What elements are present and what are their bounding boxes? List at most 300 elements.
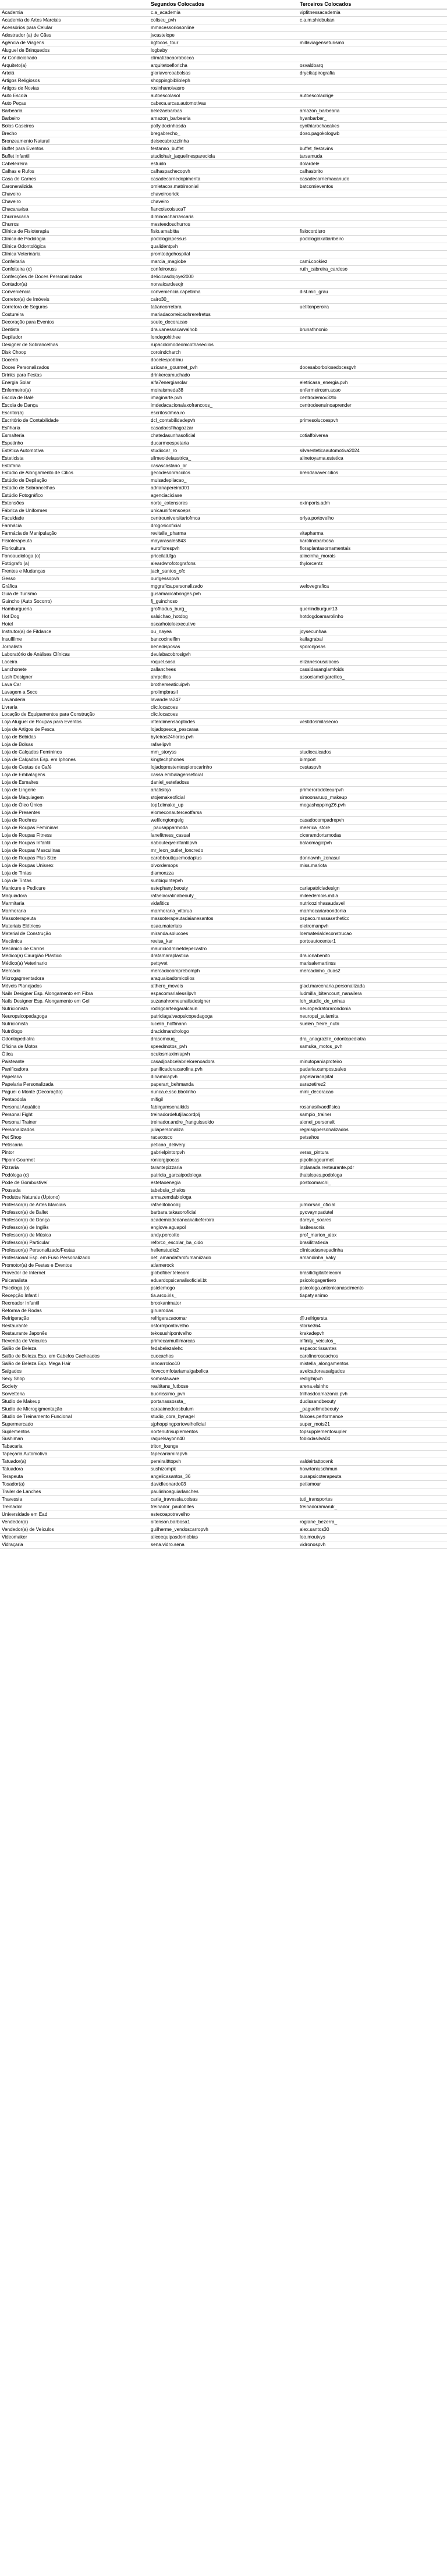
cell-third-place: eletromanpvh: [298, 922, 447, 930]
table-row: [0, 1488, 447, 1495]
cell-category: Vendedor(a): [0, 1518, 149, 1526]
cell-second-place: logbaby: [149, 47, 298, 54]
cell-category: Lava Car: [0, 681, 149, 688]
cell-third-place: [298, 1096, 447, 1103]
cell-category: Caroneralizida: [0, 183, 149, 190]
cell-third-place: [298, 356, 447, 364]
cell-second-place: escritosdmea.ro: [149, 409, 298, 417]
cell-third-place: thaislopes.podologa: [298, 1171, 447, 1179]
cell-third-place: lasitesaonis: [298, 1224, 447, 1231]
table-row: [0, 719, 447, 726]
cell-third-place: [298, 477, 447, 485]
cell-third-place: [298, 869, 447, 877]
cell-category: Refrigeração: [0, 1314, 149, 1322]
table-row: [0, 1299, 447, 1307]
table-row: [0, 1458, 447, 1466]
table-row: [0, 1533, 447, 1541]
cell-category: Laboratório de Análises Clínicas: [0, 651, 149, 658]
cell-third-place: [298, 311, 447, 318]
table-row: [0, 183, 447, 190]
cell-third-place: [298, 651, 447, 658]
table-row: [0, 1518, 447, 1526]
cell-category: Escritor(a): [0, 409, 149, 417]
cell-second-place: ou_nayea: [149, 628, 298, 635]
cell-category: Treinador: [0, 1503, 149, 1511]
cell-second-place: cairo30_: [149, 296, 298, 303]
table-row: [0, 1428, 447, 1436]
cell-category: Tapeçaria Automotiva: [0, 1451, 149, 1458]
cell-second-place: clic.locacoes: [149, 711, 298, 719]
table-row: [0, 326, 447, 333]
cell-third-place: [298, 1299, 447, 1307]
cell-category: Professional Esp. em Fuso Personalizado: [0, 1254, 149, 1262]
cell-second-place: lavandeira247: [149, 696, 298, 703]
cell-third-place: silvaesteticaautomotiva2024: [298, 447, 447, 454]
table-row: [0, 763, 447, 771]
cell-category: Disk Choop: [0, 349, 149, 356]
cell-category: Professor(a) Particular: [0, 1239, 149, 1246]
table-header-row: [0, 0, 447, 9]
cell-category: Personalizados: [0, 1126, 149, 1134]
cell-third-place: [298, 575, 447, 582]
cell-third-place: cotiaffoiverea: [298, 432, 447, 439]
cell-category: Travessia: [0, 1495, 149, 1503]
cell-category: Escritório de Contabilidade: [0, 417, 149, 424]
cell-second-place: academiadedancakaikeferoira: [149, 1217, 298, 1224]
cell-third-place: ousapsicoterapeuta: [298, 1473, 447, 1480]
cell-second-place: olvordersops: [149, 862, 298, 869]
table-row: [0, 1322, 447, 1330]
cell-third-place: postoomarchi_: [298, 1179, 447, 1186]
cell-third-place: brasilitratieda: [298, 1239, 447, 1246]
cell-second-place: euroflorespvh: [149, 545, 298, 552]
cell-third-place: [298, 1443, 447, 1451]
table-row: [0, 145, 447, 152]
cell-second-place: agenciaciciase: [149, 492, 298, 500]
table-row: [0, 953, 447, 960]
cell-category: Arquiteto(a): [0, 62, 149, 69]
cell-second-place: casadaesfihagozzar: [149, 424, 298, 432]
table-row: [0, 190, 447, 198]
cell-second-place: estuido: [149, 160, 298, 168]
cell-second-place: jacir_santos_ofc: [149, 567, 298, 575]
cell-third-place: [298, 688, 447, 696]
cell-third-place: cynthiarochacakes: [298, 122, 447, 130]
cell-category: Loja de Roupas Infantil: [0, 839, 149, 847]
cell-category: Neuropsicopedagoga: [0, 1012, 149, 1020]
cell-category: Buffet para Eventos: [0, 145, 149, 152]
cell-third-place: miss.mariota: [298, 862, 447, 869]
cell-category: Estúdio de Sobrancelhas: [0, 485, 149, 492]
table-row: [0, 1231, 447, 1239]
table-row: [0, 213, 447, 221]
cell-category: Revenda de Veículos: [0, 1337, 149, 1345]
cell-third-place: vidronospvh: [298, 1541, 447, 1548]
cell-second-place: prolimpbrasil: [149, 688, 298, 696]
cell-second-place: casadjoabcelabrielorenoadora: [149, 1058, 298, 1065]
cell-second-place: massoterapeutadaianesantos: [149, 915, 298, 922]
cell-third-place: [298, 620, 447, 628]
table-row: [0, 69, 447, 77]
cell-third-place: [298, 349, 447, 356]
table-row: [0, 862, 447, 869]
cell-second-place: tabebuia_chalos: [149, 1186, 298, 1194]
cell-category: Loja de Calçados Esp. em Iphones: [0, 756, 149, 763]
cell-third-place: uetitonperoira: [298, 303, 447, 311]
cell-third-place: dra.ionabenito: [298, 953, 447, 960]
cell-third-place: donnavnh_zonasul: [298, 854, 447, 862]
cell-second-place: revitalle_pharma: [149, 530, 298, 537]
cell-second-place: autoescolasol: [149, 92, 298, 100]
cell-category: Universidade em Ead: [0, 1511, 149, 1518]
cell-category: Fábrica de Uniformes: [0, 507, 149, 514]
cell-third-place: valdeirtattoovnk: [298, 1458, 447, 1466]
cell-category: Studio de Makeup: [0, 1398, 149, 1405]
cell-category: Artigos de Novias: [0, 84, 149, 92]
cell-category: Paguei o Monte (Decoração): [0, 1088, 149, 1096]
cell-third-place: centrodemov3zto: [298, 394, 447, 401]
cell-second-place: bancocinelfim: [149, 635, 298, 643]
table-row: [0, 590, 447, 598]
table-row: [0, 1179, 447, 1186]
table-row: [0, 1111, 447, 1118]
cell-category: Loja de Artigos de Pesca: [0, 726, 149, 734]
cell-category: Nutricionista: [0, 1005, 149, 1012]
cell-third-place: _paguelimebeouty: [298, 1405, 447, 1413]
cell-category: Confeiteira (o): [0, 265, 149, 273]
table-row: [0, 1383, 447, 1390]
cell-category: Bronzeamento Natural: [0, 137, 149, 145]
cell-third-place: @.refrigersta: [298, 1314, 447, 1322]
table-row: [0, 1217, 447, 1224]
cell-category: Farmácia de Manipulação: [0, 530, 149, 537]
cell-category: Manicure e Pedicure: [0, 884, 149, 892]
cell-category: Costureira: [0, 311, 149, 318]
cell-third-place: arena.elsinho: [298, 1383, 447, 1390]
cell-category: Professor(a) de Dança: [0, 1217, 149, 1224]
cell-third-place: cestaspvh: [298, 763, 447, 771]
table-row: [0, 975, 447, 983]
cell-second-place: cuocachos: [149, 1352, 298, 1360]
cell-third-place: prof_marion_alox: [298, 1231, 447, 1239]
cell-second-place: omletacos.matrimonial: [149, 183, 298, 190]
cell-third-place: [298, 24, 447, 31]
table-row: [0, 816, 447, 824]
cell-second-place: moiraismeda38: [149, 386, 298, 394]
cell-category: Professor(a) de Inglês: [0, 1224, 149, 1231]
cell-category: Espetinho: [0, 439, 149, 447]
table-row: [0, 522, 447, 530]
cell-second-place: nunca.e.sso.bbolinho: [149, 1088, 298, 1096]
table-row: [0, 756, 447, 763]
table-row: [0, 198, 447, 205]
cell-second-place: chaveiro: [149, 198, 298, 205]
cell-second-place: patricia_garcaipodologa: [149, 1171, 298, 1179]
cell-second-place: juliapersonaliza: [149, 1126, 298, 1134]
cell-third-place: dareyo_soares: [298, 1217, 447, 1224]
cell-category: Estofaria: [0, 462, 149, 470]
cell-category: Provedor de Internet: [0, 1269, 149, 1277]
table-row: [0, 545, 447, 552]
cell-category: Personal Trainer: [0, 1118, 149, 1126]
table-row: [0, 779, 447, 786]
cell-third-place: [298, 1511, 447, 1518]
table-row: [0, 243, 447, 251]
cell-third-place: [298, 296, 447, 303]
cell-third-place: mercadinho_duas2: [298, 968, 447, 975]
table-row: [0, 318, 447, 326]
cell-category: Livraria: [0, 703, 149, 711]
table-row: [0, 945, 447, 953]
cell-third-place: [298, 1141, 447, 1149]
table-row: [0, 922, 447, 930]
cell-category: Clínica Veterinária: [0, 251, 149, 258]
cell-third-place: tuti_transportes: [298, 1495, 447, 1503]
cell-category: Vidraçaria: [0, 1541, 149, 1548]
cell-second-place: norvaicardesojr: [149, 280, 298, 288]
cell-second-place: pettyvet: [149, 960, 298, 968]
cell-third-place: rediglhipvh: [298, 1375, 447, 1383]
cell-category: Fisioterapeuta: [0, 537, 149, 545]
cell-second-place: bgfocos_tour: [149, 39, 298, 47]
cell-third-place: orlya.portovelho: [298, 514, 447, 522]
cell-third-place: petlamour: [298, 1480, 447, 1488]
cell-category: Pizzaria: [0, 1164, 149, 1171]
table-row: [0, 424, 447, 432]
cell-third-place: mini_decoracao: [298, 1088, 447, 1096]
table-row: [0, 990, 447, 997]
cell-second-place: mr_leon_outlet_loncredo: [149, 847, 298, 854]
cell-second-place: mesteedosdhurros: [149, 221, 298, 228]
cell-third-place: avelcadoreasalgados: [298, 1367, 447, 1375]
table-row: [0, 265, 447, 273]
cell-category: Microgagmentadora: [0, 975, 149, 983]
table-row: [0, 643, 447, 651]
cell-third-place: trilhasdoamazonia.pvh: [298, 1390, 447, 1398]
cell-second-place: zallanchees: [149, 666, 298, 673]
cell-second-place: tia.arco.iris_: [149, 1292, 298, 1299]
cell-third-place: amazon_barbearia: [298, 107, 447, 115]
table-row: [0, 1284, 447, 1292]
cell-third-place: petsahos: [298, 1134, 447, 1141]
cell-second-place: fj_guinchoso: [149, 598, 298, 605]
cell-category: Bolos Caseiros: [0, 122, 149, 130]
cell-third-place: rogiane_bezerra_: [298, 1518, 447, 1526]
table-row: [0, 711, 447, 719]
cell-second-place: nabouteqveinfantilpvh: [149, 839, 298, 847]
cell-second-place: tatiancorretora: [149, 303, 298, 311]
table-row: [0, 499, 447, 507]
cell-third-place: hotdogdoamarolinho: [298, 613, 447, 620]
table-row: [0, 786, 447, 794]
cell-third-place: samuka_motos_pvh: [298, 1043, 447, 1050]
cell-third-place: ospaco.massasetheticc: [298, 915, 447, 922]
cell-category: Professor(a) de Artes Marciais: [0, 1202, 149, 1209]
cell-second-place: cassa.embalagenseficial: [149, 771, 298, 779]
table-row: [0, 62, 447, 69]
cell-category: Decoração para Eventos: [0, 318, 149, 326]
cell-category: Restaurante Japonês: [0, 1330, 149, 1337]
cell-category: Petiscaria: [0, 1141, 149, 1149]
cell-third-place: sarazetirez2: [298, 1081, 447, 1088]
cell-third-place: ludmilla_bitencourt_nanailera: [298, 990, 447, 997]
table-row: [0, 628, 447, 635]
cell-third-place: brasilidigitaltelecom: [298, 1269, 447, 1277]
table-row: [0, 884, 447, 892]
table-row: [0, 771, 447, 779]
cell-second-place: conveniencia.capetinha: [149, 288, 298, 296]
cell-second-place: carla_travessia.coisas: [149, 1495, 298, 1503]
cell-category: Estúdio de Alongamento de Cílios: [0, 470, 149, 477]
cell-category: Loja de Esmaltes: [0, 779, 149, 786]
cell-category: Society: [0, 1383, 149, 1390]
table-row: [0, 251, 447, 258]
cell-third-place: ruth_cabreira_cardoso: [298, 265, 447, 273]
cell-second-place: salsichao_hotdog: [149, 613, 298, 620]
table-row: [0, 809, 447, 816]
table-row: [0, 92, 447, 100]
table-row: [0, 1503, 447, 1511]
table-row: [0, 605, 447, 613]
cell-category: Loja de Calçados Femininos: [0, 748, 149, 756]
cell-third-place: podologiakatiaribeiro: [298, 236, 447, 243]
cell-third-place: studiocalcados: [298, 748, 447, 756]
cell-second-place: treinador_paulobites: [149, 1503, 298, 1511]
cell-second-place: portanassossta_: [149, 1398, 298, 1405]
cell-category: Energia Solar: [0, 379, 149, 386]
cell-category: Salão de Beleza Esp. em Cabelos Cacheados: [0, 1352, 149, 1360]
table-row: [0, 1473, 447, 1480]
table-row: [0, 1081, 447, 1088]
cell-category: Pintor: [0, 1149, 149, 1156]
table-row: [0, 1254, 447, 1262]
cell-third-place: [298, 741, 447, 748]
cell-third-place: centrodeensinoaprender: [298, 401, 447, 409]
table-row: [0, 1141, 447, 1149]
cell-category: Cabeleireira: [0, 160, 149, 168]
column-header-second-place: Segundos Colocados: [149, 0, 298, 9]
cell-category: Lavagem a Seco: [0, 688, 149, 696]
table-row: [0, 152, 447, 160]
cell-third-place: [298, 507, 447, 514]
table-row: [0, 651, 447, 658]
cell-third-place: krakadepvh: [298, 1330, 447, 1337]
cell-second-place: oitenson.barbosa1: [149, 1518, 298, 1526]
cell-second-place: unicaunifoensoeps: [149, 507, 298, 514]
cell-second-place: elomeconauterceotfarsa: [149, 809, 298, 816]
cell-third-place: [298, 77, 447, 84]
cell-second-place: jvcastelope: [149, 31, 298, 39]
cell-third-place: papelariacapital: [298, 1073, 447, 1081]
cell-category: Salão de Beleza: [0, 1345, 149, 1352]
cell-category: Confeitaria: [0, 258, 149, 265]
table-row: [0, 552, 447, 560]
table-row: [0, 1005, 447, 1012]
table-row: [0, 794, 447, 801]
table-row: [0, 100, 447, 107]
table-row: [0, 341, 447, 349]
cell-second-place: oculosmaximiapvh: [149, 1050, 298, 1058]
cell-second-place: roquel.sosa: [149, 658, 298, 666]
cell-third-place: howrtoniusohmun: [298, 1465, 447, 1473]
cell-third-place: [298, 1186, 447, 1194]
cell-category: Estúdio de Depilação: [0, 477, 149, 485]
cell-second-place: casascastano_br: [149, 462, 298, 470]
cell-category: Loja de Bolsas: [0, 741, 149, 748]
cell-second-place: andy.percotto: [149, 1231, 298, 1239]
cell-second-place: ariatisloja: [149, 786, 298, 794]
cell-third-place: topsupplementosupler: [298, 1428, 447, 1436]
cell-second-place: benedisposas: [149, 643, 298, 651]
cell-third-place: fisiocordisro: [298, 228, 447, 236]
cell-third-place: osvaldoarq: [298, 62, 447, 69]
cell-second-place: aleardwrofotografons: [149, 560, 298, 567]
cell-second-place: lojadoprestentesplorocarinho: [149, 763, 298, 771]
cell-category: Gesso: [0, 575, 149, 582]
table-row: [0, 1065, 447, 1073]
table-row: [0, 356, 447, 364]
column-header-third-place: Terceiros Colocados: [298, 0, 447, 9]
cell-category: Escola de Balé: [0, 394, 149, 401]
cell-third-place: [298, 877, 447, 884]
cell-category: Clínica de Podologia: [0, 236, 149, 243]
cell-category: Calhas e Rufos: [0, 168, 149, 175]
cell-category: Salão de Beleza Esp. Mega Hair: [0, 1360, 149, 1367]
cell-category: Adestrador (a) de Cães: [0, 31, 149, 39]
table-row: [0, 507, 447, 514]
table-row: [0, 137, 447, 145]
table-row: [0, 31, 447, 39]
table-row: [0, 1269, 447, 1277]
cell-second-place: interdimensaoptodes: [149, 719, 298, 726]
cell-category: Loja de Embalagens: [0, 771, 149, 779]
cell-second-place: roniorgipocas: [149, 1156, 298, 1164]
cell-category: Hotel: [0, 620, 149, 628]
cell-category: Oficina de Motos: [0, 1043, 149, 1050]
cell-third-place: neuropedratorarondonia: [298, 1005, 447, 1012]
cell-third-place: kailagrabal: [298, 635, 447, 643]
cell-category: Piponi Gourmet: [0, 1156, 149, 1164]
table-row: [0, 696, 447, 703]
table-row: [0, 1420, 447, 1428]
cell-third-place: tiapaty.animo: [298, 1292, 447, 1299]
table-row: [0, 582, 447, 590]
cell-category: Nutricionista: [0, 1020, 149, 1028]
cell-second-place: speedmotos_pvh: [149, 1043, 298, 1050]
cell-second-place: belezaebarbas: [149, 107, 298, 115]
table-row: [0, 1209, 447, 1217]
cell-second-place: festanno_buffet: [149, 145, 298, 152]
table-row: [0, 960, 447, 968]
cell-third-place: [298, 280, 447, 288]
table-row: [0, 1073, 447, 1081]
cell-third-place: [298, 318, 447, 326]
cell-second-place: atlamerock: [149, 1262, 298, 1269]
cell-category: Nails Designer Esp. Alongamento em Fibra: [0, 990, 149, 997]
cell-category: Psicóloga (o): [0, 1284, 149, 1292]
table-row: [0, 567, 447, 575]
cell-category: Lavanderia: [0, 696, 149, 703]
table-row: [0, 1390, 447, 1398]
table-row: [0, 900, 447, 907]
cell-category: Churros: [0, 221, 149, 228]
table-row: [0, 130, 447, 137]
cell-category: Psicanalista: [0, 1277, 149, 1284]
table-row: [0, 1186, 447, 1194]
cell-third-place: loh_studio_de_unhas: [298, 997, 447, 1005]
cell-category: Esfiharia: [0, 424, 149, 432]
table-row: [0, 1012, 447, 1020]
